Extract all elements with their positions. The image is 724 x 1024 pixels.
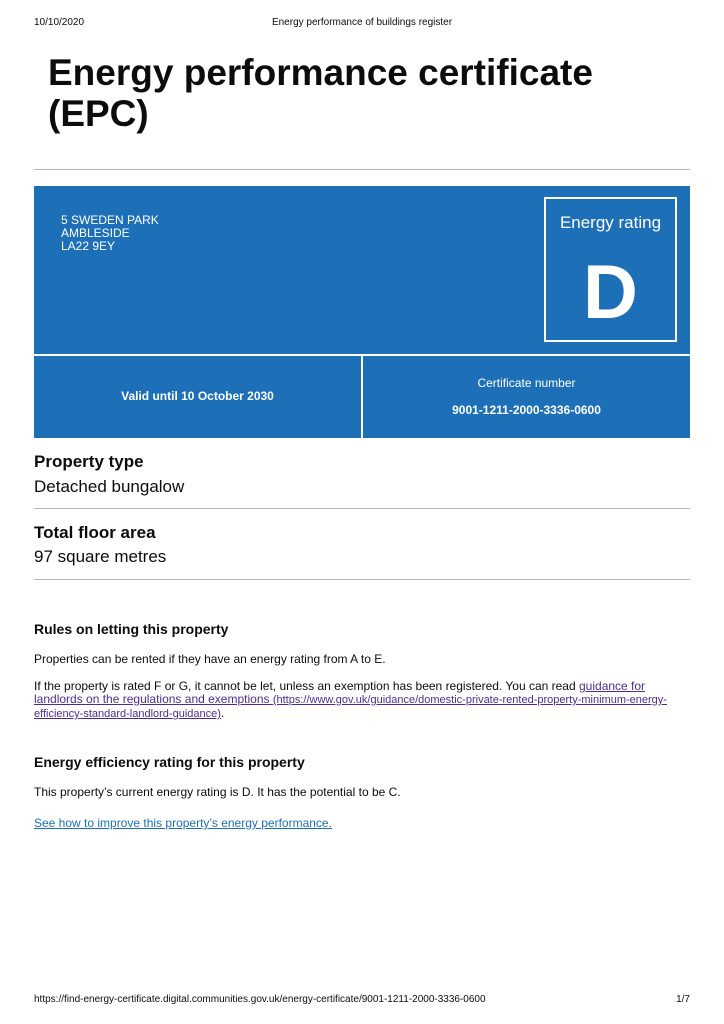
section-divider xyxy=(34,579,690,580)
efficiency-rating-heading: Energy efficiency rating for this property xyxy=(34,754,305,770)
property-type-heading: Property type xyxy=(34,452,144,471)
floor-area-heading: Total floor area xyxy=(34,523,156,542)
print-document-title: Energy performance of buildings register xyxy=(271,17,453,28)
print-header xyxy=(34,17,690,31)
floor-area-value: 97 square metres xyxy=(34,547,167,566)
certificate-number-label: Certificate number xyxy=(477,376,576,390)
page-title: Energy performance certificate (EPC) xyxy=(48,52,593,134)
letting-rules-heading: Rules on letting this property xyxy=(34,621,229,637)
title-divider xyxy=(34,169,690,170)
landlord-guidance-link-text: guidance for landlords on the regulations and exemptions xyxy=(34,679,646,706)
energy-rating-panel xyxy=(544,197,677,342)
print-footer-url: https://find-energy-certificate.digital.communities.gov.uk/energy-certificate/9001-1211-2000-3336-0600 xyxy=(34,994,486,1005)
box-divider-vertical xyxy=(361,354,363,438)
energy-rating-label: Energy rating xyxy=(559,213,662,232)
letting-exemptions-text xyxy=(34,680,692,721)
print-date: 10/10/2020 xyxy=(34,17,85,28)
property-address xyxy=(61,214,159,253)
letting-exemptions-end: . xyxy=(220,706,225,720)
improve-performance-link[interactable]: See how to improve this property’s energy performance. xyxy=(34,816,332,830)
landlord-guidance-url: (https://www.gov.uk/guidance/domestic-private-rented-property-minimum-energy-efficiency-standard-landlord-guidance) xyxy=(34,694,667,720)
epc-summary-box xyxy=(34,186,690,438)
energy-rating-letter: D xyxy=(583,250,638,335)
letting-rules-text: Properties can be rented if they have an energy rating from A to E. xyxy=(34,652,386,666)
valid-until-date: Valid until 10 October 2030 xyxy=(121,389,274,403)
page-number: 1/7 xyxy=(676,994,690,1005)
letting-exemptions-intro: If the property is rated F or G, it cannot be let, unless an exemption has been registered. You can read xyxy=(34,679,579,693)
address-line: AMBLESIDE xyxy=(61,226,130,240)
address-line: LA22 9EY xyxy=(61,239,116,253)
print-footer xyxy=(34,994,690,1008)
efficiency-rating-text: This property’s current energy rating is D. It has the potential to be C. xyxy=(34,785,401,799)
property-type-value: Detached bungalow xyxy=(34,477,185,496)
improve-performance-paragraph xyxy=(34,817,692,830)
certificate-number: 9001-1211-2000-3336-0600 xyxy=(452,403,601,417)
section-divider xyxy=(34,508,690,509)
address-line: 5 SWEDEN PARK xyxy=(61,213,159,227)
